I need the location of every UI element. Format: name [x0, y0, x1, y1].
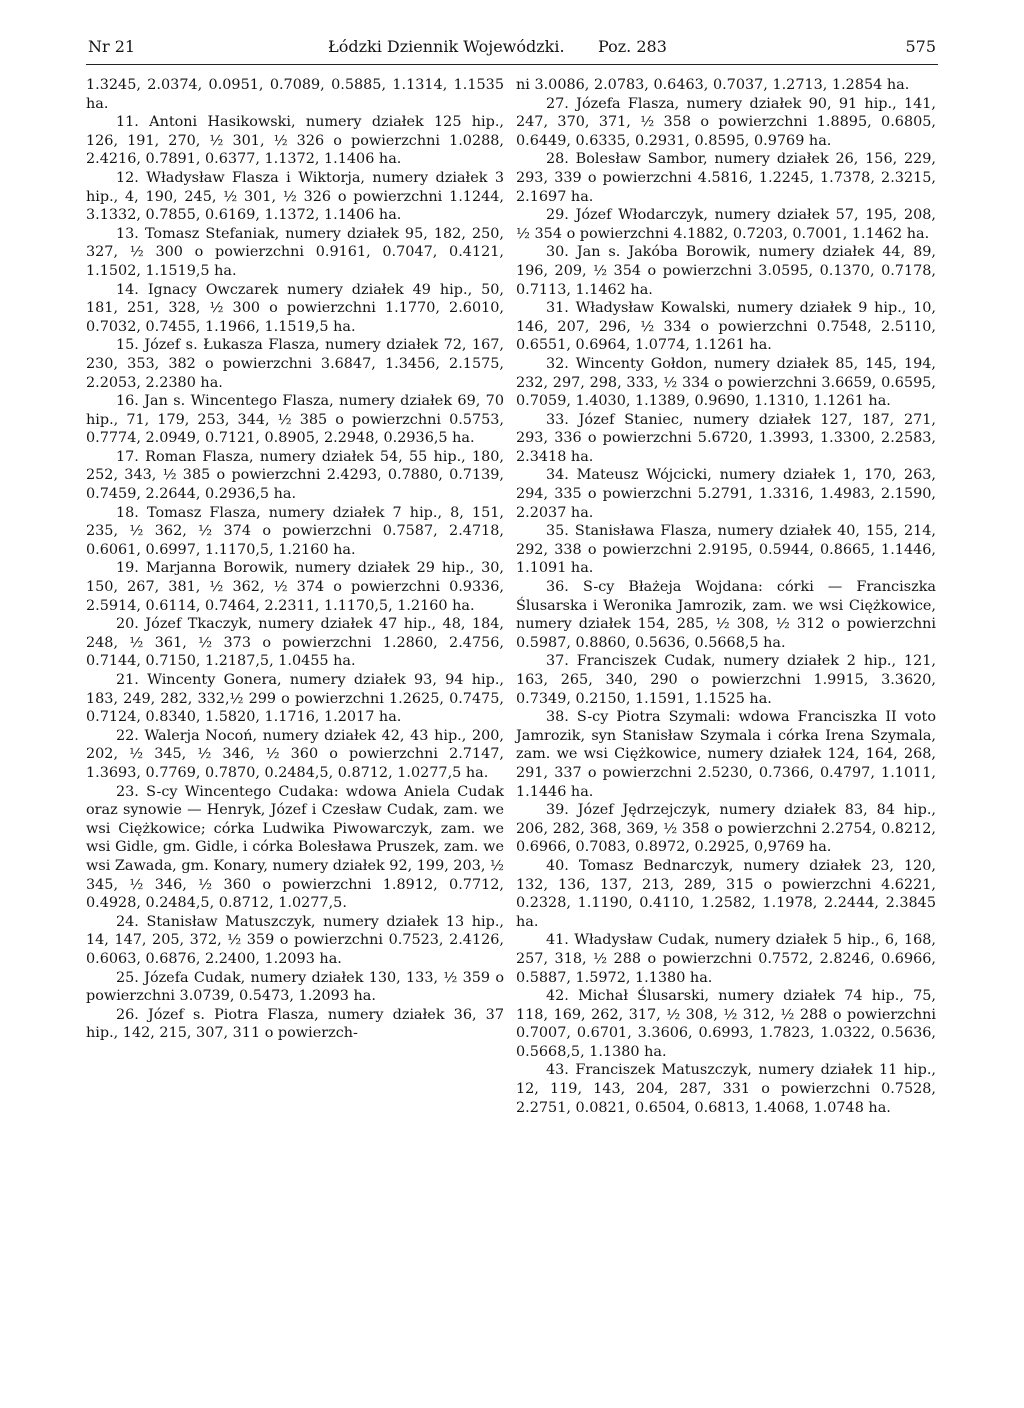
position-number: Poz. 283 [598, 37, 667, 56]
right-text-column [516, 76, 936, 1117]
entry-18: 18. Tomasz Flasza, numery działek 7 hip., 8, 151, 235, ½ 362, ½ 374 o powierzchni 0.7587, 2.4718, 0.6061, 0.6997, 1.1170,5, 1.2160 ha. [86, 504, 504, 558]
entry-24: 24. Stanisław Matuszczyk, numery działek 13 hip., 14, 147, 205, 372, ½ 359 o powierzchni 0.7523, 2.4126, 0.6063, 0.6876, 2.2400, 1.2093 ha. [86, 913, 504, 967]
entry-11: 11. Antoni Hasikowski, numery działek 125 hip., 126, 191, 270, ½ 301, ½ 326 o powierzchni 1.0288, 2.4216, 0.7891, 0.6377, 1.1372, 1.1406 ha. [86, 114, 504, 168]
paragraph-continuation: ni 3.0086, 2.0783, 0.6463, 0.7037, 1.2713, 1.2854 ha. [516, 77, 910, 93]
entry-32: 32. Wincenty Gołdon, numery działek 85, 145, 194, 232, 297, 298, 333, ½ 334 o powierzchni 3.6659, 0.6595, 0.7059, 1.4030, 1.1389, 0.9690, 1.1310, 1.1261 ha. [516, 355, 936, 410]
entry-12: 12. Władysław Flasza i Wiktorja, numery działek 3 hip., 4, 190, 245, ½ 301, ½ 326 o powierzchni 1.1244, 3.1332, 0.7855, 0.6169, 1.1372, 1.1406 ha. [86, 169, 504, 224]
entry-31: 31. Władysław Kowalski, numery działek 9 hip., 10, 146, 207, 296, ½ 334 o powierzchni 0.7548, 2.5110, 0.6551, 0.6964, 1.0774, 1.1261 ha. [516, 300, 936, 354]
entry-41: 41. Władysław Cudak, numery działek 5 hip., 6, 168, 257, 318, ½ 288 o powierzchni 0.7572, 2.8246, 0.6966, 0.5887, 1.5972, 1.1380 ha. [516, 932, 936, 986]
entry-28: 28. Bolesław Sambor, numery działek 26, 156, 229, 293, 339 o powierzchni 4.5816, 1.2245, 1.7378, 2.3215, 2.1697 ha. [516, 151, 936, 205]
entry-34: 34. Mateusz Wójcicki, numery działek 1, 170, 263, 294, 335 o powierzchni 5.2791, 1.3316, 1.4983, 2.1590, 2.2037 ha. [516, 467, 936, 521]
entry-43: 43. Franciszek Matuszczyk, numery działek 11 hip., 12, 119, 143, 204, 287, 331 o powierzchni 0.7528, 2.2751, 0.0821, 0.6504, 0.6813, 1.4068, 1.0748 ha. [516, 1062, 936, 1116]
entry-21: 21. Wincenty Gonera, numery działek 93, 94 hip., 183, 249, 282, 332,½ 299 o powierzchni 1.2625, 0.7475, 0.7124, 0.8340, 1.5820, 1.1716, 1.2017 ha. [86, 672, 504, 726]
entry-20: 20. Józef Tkaczyk, numery działek 47 hip., 48, 184, 248, ½ 361, ½ 373 o powierzchni 1.2860, 2.4756, 0.7144, 0.7150, 1.2187,5, 1.0455 ha. [86, 616, 504, 670]
entry-37: 37. Franciszek Cudak, numery działek 2 hip., 121, 163, 265, 340, 290 o powierzchni 1.9915, 3.3620, 0.7349, 0.2150, 1.1591, 1.1525 ha. [516, 653, 936, 707]
entry-14: 14. Ignacy Owczarek numery działek 49 hip., 50, 181, 251, 328, ½ 300 o powierzchni 1.1770, 2.6010, 0.7032, 0.7455, 1.1966, 1.1519,5 ha. [86, 281, 504, 335]
entry-33: 33. Józef Staniec, numery działek 127, 187, 271, 293, 336 o powierzchni 5.6720, 1.3993, 1.3300, 2.2583, 2.3418 ha. [516, 411, 936, 465]
entry-15: 15. Józef s. Łukasza Flasza, numery działek 72, 167, 230, 353, 382 o powierzchni 3.6847, 1.3456, 2.1575, 2.2053, 2.2380 ha. [86, 337, 504, 391]
entry-42: 42. Michał Ślusarski, numery działek 74 hip., 75, 118, 169, 262, 317, ½ 308, ½ 312, ½ 288 o powierzchni 0.7007, 0.6701, 3.3606, 0.6993, 1.7823, 1.0322, 0.5636, 0.5668,5, 1.1380 ha. [516, 988, 936, 1060]
entry-16: 16. Jan s. Wincentego Flasza, numery działek 69, 70 hip., 71, 179, 253, 344, ½ 385 o powierzchni 0.5753, 0.7774, 2.0949, 0.7121, 0.8905, 2.2948, 0.2936,5 ha. [86, 393, 504, 447]
entry-13: 13. Tomasz Stefaniak, numery działek 95, 182, 250, 327, ½ 300 o powierzchni 0.9161, 0.7047, 0.4121, 1.1502, 1.1519,5 ha. [86, 225, 504, 279]
entry-23: 23. S-cy Wincentego Cudaka: wdowa Aniela Cudak oraz synowie — Henryk, Józef i Czesław Cudak, zam. we wsi Ciężkowice; córka Ludwika Piwowarczyk, zam. we wsi Gidle, gm. Gidle, i córka Bolesława Pruszek, zam. we wsi Zawada, gm. Konary, numery działek 92, 199, 203, ½ 345, ½ 346, ½ 360 o powierzchni 1.8912, 0.7712, 0.4928, 0.2484,5, 0.8712, 1.0277,5. [86, 783, 504, 912]
entry-25: 25. Józefa Cudak, numery działek 130, 133, ½ 359 o powierzchni 3.0739, 0.5473, 1.2093 ha. [86, 969, 504, 1005]
entry-36: 36. S-cy Błażeja Wojdana: córki — Franciszka Ślusarska i Weronika Jamrozik, zam. we wsi Ciężkowice, numery działek 154, 285, ½ 308, ½ 312 o powierzchni 0.5987, 0.8860, 0.5636, 0.5668,5 ha. [516, 579, 936, 651]
left-text-column [86, 76, 504, 1043]
entry-17: 17. Roman Flasza, numery działek 54, 55 hip., 180, 252, 343, ½ 385 o powierzchni 2.4293, 0.7880, 0.7139, 0.7459, 2.2644, 0.2936,5 ha. [86, 448, 504, 503]
entry-30: 30. Jan s. Jakóba Borowik, numery działek 44, 89, 196, 209, ½ 354 o powierzchni 3.0595, 0.1370, 0.7178, 0.7113, 1.1462 ha. [516, 244, 936, 298]
issue-number: Nr 21 [88, 37, 136, 56]
entry-35: 35. Stanisława Flasza, numery działek 40, 155, 214, 292, 338 o powierzchni 2.9195, 0.5944, 0.8665, 1.1446, 1.1091 ha. [516, 523, 936, 577]
entry-40: 40. Tomasz Bednarczyk, numery działek 23, 120, 132, 136, 137, 213, 289, 315 o powierzchni 4.6221, 0.2328, 1.1190, 0.4110, 1.2582, 1.1978, 2.2444, 2.3845 ha. [516, 857, 936, 930]
page-number: 575 [905, 37, 936, 56]
entry-27: 27. Józefa Flasza, numery działek 90, 91 hip., 141, 247, 370, 371, ½ 358 o powierzchni 1.8895, 0.6805, 0.6449, 0.6335, 0.2931, 0.8595, 0.9769 ha. [516, 95, 936, 149]
entry-26: 26. Józef s. Piotra Flasza, numery działek 36, 37 hip., 142, 215, 307, 311 o powierzch- [86, 1006, 504, 1042]
entry-22: 22. Walerja Nocoń, numery działek 42, 43 hip., 200, 202, ½ 345, ½ 346, ½ 360 o powierzchni 2.7147, 1.3693, 0.7769, 0.7870, 0.2484,5, 0.8712, 1.0277,5 ha. [86, 727, 504, 781]
paragraph-continuation: 1.3245, 2.0374, 0.0951, 0.7089, 0.5885, 1.1314, 1.1535 ha. [86, 77, 504, 112]
entry-19: 19. Marjanna Borowik, numery działek 29 hip., 30, 150, 267, 381, ½ 362, ½ 374 o powierzchni 0.9336, 2.5914, 0.6114, 0.7464, 2.2311, 1.1170,5, 1.2160 ha. [86, 560, 504, 614]
entry-38: 38. S-cy Piotra Szymali: wdowa Franciszka II voto Jamrozik, syn Stanisław Szymala i córka Irena Szymala, zam. we wsi Ciężkowice, numery działek 124, 164, 268, 291, 337 o powierzchni 2.5230, 0.7366, 0.4797, 1.1011, 1.1446 ha. [516, 709, 936, 800]
journal-title: Łódzki Dziennik Wojewódzki. [328, 37, 565, 56]
entry-29: 29. Józef Włodarczyk, numery działek 57, 195, 208, ½ 354 o powierzchni 4.1882, 0.7203, 0.7001, 1.1462 ha. [516, 207, 936, 242]
entry-39: 39. Józef Jędrzejczyk, numery działek 83, 84 hip., 206, 282, 368, 369, ½ 358 o powierzchni 2.2754, 0.8212, 0.6966, 0.7083, 0.8972, 0.2925, 0,9769 ha. [516, 802, 936, 856]
page-header [86, 34, 938, 65]
